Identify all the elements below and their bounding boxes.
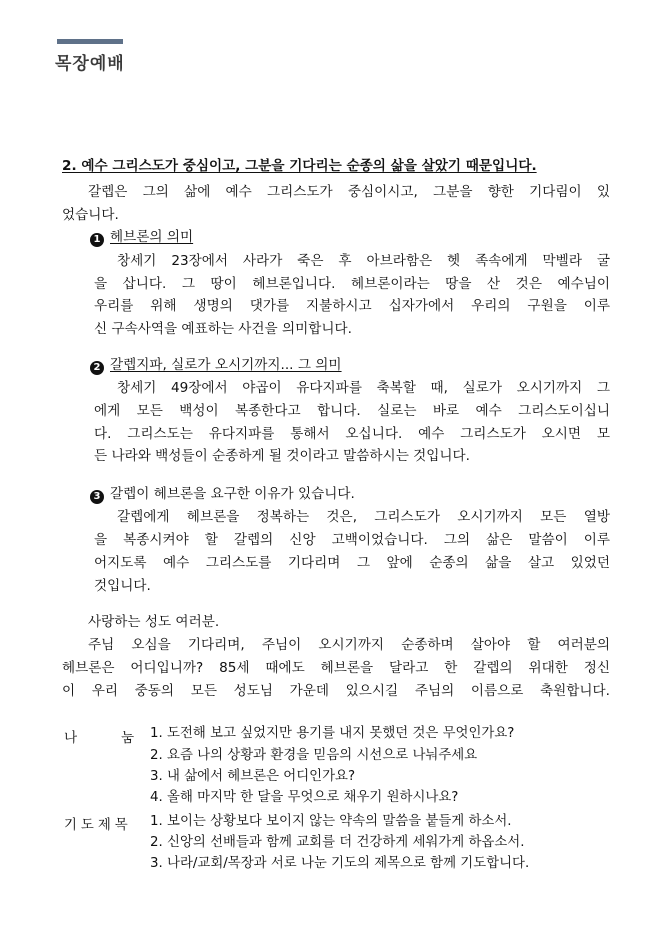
point-1-line-1: 창세기 23장에서 사라가 죽은 후 아브라함은 헷 족속에게 막벨라 굴	[117, 253, 610, 269]
number-2-icon: 2	[90, 361, 104, 375]
point-3-line-4: 것입니다.	[94, 578, 151, 594]
sharing-label-2: 눔	[121, 730, 135, 746]
point-1-line-3: 우리를 위해 생명의 댓가를 지불하시고 십자가에서 우리의 구원을 이루	[94, 298, 610, 314]
point-2-line-3: 다. 그리스도는 유다지파를 통해서 오십니다. 예수 그리스도가 오시면 모	[94, 426, 610, 442]
point-3-line-2: 을 복종시켜야 할 갈렙의 신앙 고백이었습니다. 그의 삶은 말씀이 이루	[94, 532, 610, 548]
sharing-item-2: 2. 요즘 나의 상황과 환경을 믿음의 시선으로 나눠주세요	[150, 748, 478, 763]
intro-line-2: 었습니다.	[62, 207, 119, 223]
point-2-line-1: 창세기 49장에서 야곱이 유다지파를 축복할 때, 실로가 오시기까지 그	[117, 380, 610, 396]
number-1-icon: 1	[90, 233, 104, 247]
section-heading: 2. 예수 그리스도가 중심이고, 그분을 기다리는 순종의 삶을 살았기 때문입니다.	[62, 158, 537, 174]
sharing-label-1: 나	[64, 730, 78, 746]
page-title: 목장예배	[55, 54, 125, 74]
intro-line-1: 갈렙은 그의 삶에 예수 그리스도가 중심이시고, 그분을 향한 기다림이 있	[88, 184, 610, 200]
prayer-item-3: 3. 나라/교회/목장과 서로 나눈 기도의 제목으로 함께 기도합니다.	[150, 856, 530, 871]
prayer-item-2: 2. 신앙의 선배들과 함께 교회를 더 건강하게 세워가게 하옵소서.	[150, 835, 525, 850]
closing-line-1: 주님 오심을 기다리며, 주님이 오시기까지 순종하며 살아야 할 여러분의	[88, 637, 610, 653]
prayer-item-1: 1. 보이는 상황보다 보이지 않는 약속의 말씀을 붙들게 하소서.	[150, 814, 512, 829]
sharing-item-4: 4. 올해 마지막 한 달을 무엇으로 채우기 원하시나요?	[150, 790, 459, 805]
point-3-title-row	[90, 486, 355, 504]
point-2-title: 갈렙지파, 실로가 오시기까지... 그 의미	[110, 357, 342, 373]
prayer-label: 기도제목	[64, 818, 132, 833]
point-1-line-2: 을 삽니다. 그 땅이 헤브론입니다. 헤브론이라는 땅을 산 것은 예수님이	[94, 276, 610, 292]
point-3-title: 갈렙이 헤브론을 요구한 이유가 있습니다.	[110, 486, 355, 502]
point-2-line-4: 든 나라와 백성들이 순종하게 될 것이라고 말씀하시는 것입니다.	[94, 448, 470, 464]
point-1-title: 헤브론의 의미	[110, 229, 194, 245]
point-1-line-4: 신 구속사역을 예표하는 사건을 의미합니다.	[94, 321, 352, 337]
sharing-item-3: 3. 내 삶에서 헤브론은 어디인가요?	[150, 769, 356, 784]
sharing-item-1: 1. 도전해 보고 싶었지만 용기를 내지 못했던 것은 무엇인가요?	[150, 726, 515, 741]
point-3-line-3: 어지도록 예수 그리스도를 기다리며 그 앞에 순종의 삶을 살고 있었던	[94, 555, 610, 571]
point-2-title-row	[90, 357, 342, 375]
point-2-line-2: 에게 모든 백성이 복종한다고 합니다. 실로는 바로 예수 그리스도이십니	[94, 403, 610, 419]
closing-line-2: 헤브론은 어디입니까? 85세 때에도 헤브론을 달라고 한 갈렙의 위대한 정신	[62, 660, 610, 676]
header-accent-bar	[57, 39, 123, 44]
point-1-title-row	[90, 229, 193, 247]
point-3-line-1: 갈렙에게 헤브론을 정복하는 것은, 그리스도가 오시기까지 모든 열방	[117, 509, 610, 525]
closing-line-3: 이 우리 중동의 모든 성도님 가운데 있으시길 주님의 이름으로 축원합니다.	[62, 683, 610, 699]
closing-greeting: 사랑하는 성도 여러분.	[88, 614, 220, 630]
number-3-icon: 3	[90, 490, 104, 504]
